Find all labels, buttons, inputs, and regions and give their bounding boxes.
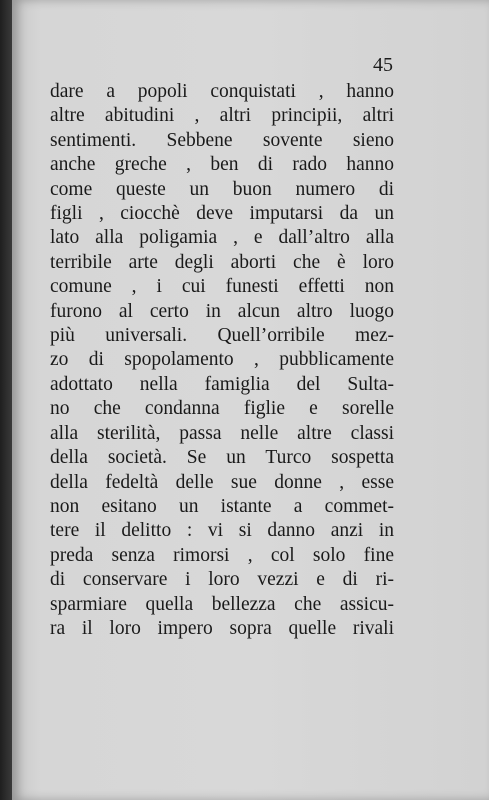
text-line: zo di spopolamento , pubblicamente	[50, 349, 394, 371]
text-line: furono al certo in alcun altro luogo	[50, 300, 394, 322]
book-page	[12, 0, 489, 800]
text-line: sparmiare quella bellezza che assicu-	[50, 593, 394, 615]
text-line: comune , i cui funesti effetti non	[50, 276, 394, 298]
text-line: no che condanna figlie e sorelle	[50, 398, 394, 420]
text-line: tere il delitto : vi si danno anzi in	[50, 520, 394, 542]
text-line: non esitano un istante a commet-	[50, 495, 394, 517]
text-line: lato alla poligamia , e dall’altro alla	[50, 227, 394, 249]
text-line: anche greche , ben di rado hanno	[50, 154, 394, 176]
text-line: terribile arte degli aborti che è loro	[50, 251, 394, 273]
text-line: altre abitudini , altri principii, altri	[50, 105, 394, 127]
text-line: come queste un buon numero di	[50, 178, 394, 200]
text-line: preda senza rimorsi , col solo fine	[50, 544, 394, 566]
text-line: della fedeltà delle sue donne , esse	[50, 471, 394, 493]
binding-shadow	[0, 0, 12, 800]
text-line: alla sterilità, passa nelle altre classi	[50, 422, 394, 444]
body-text	[50, 80, 394, 641]
text-line: figli , ciocchè deve imputarsi da un	[50, 203, 394, 225]
text-line: sentimenti. Sebbene sovente sieno	[50, 129, 394, 151]
text-line: della società. Se un Turco sospetta	[50, 447, 394, 469]
text-line: adottato nella famiglia del Sulta-	[50, 373, 394, 395]
text-line: più universali. Quell’orribile mez-	[50, 325, 394, 347]
text-line: di conservare i loro vezzi e di ri-	[50, 569, 394, 591]
text-line: ra il loro impero sopra quelle rivali	[50, 617, 394, 639]
page-number: 45	[373, 54, 393, 76]
text-line: dare a popoli conquistati , hanno	[50, 81, 394, 102]
